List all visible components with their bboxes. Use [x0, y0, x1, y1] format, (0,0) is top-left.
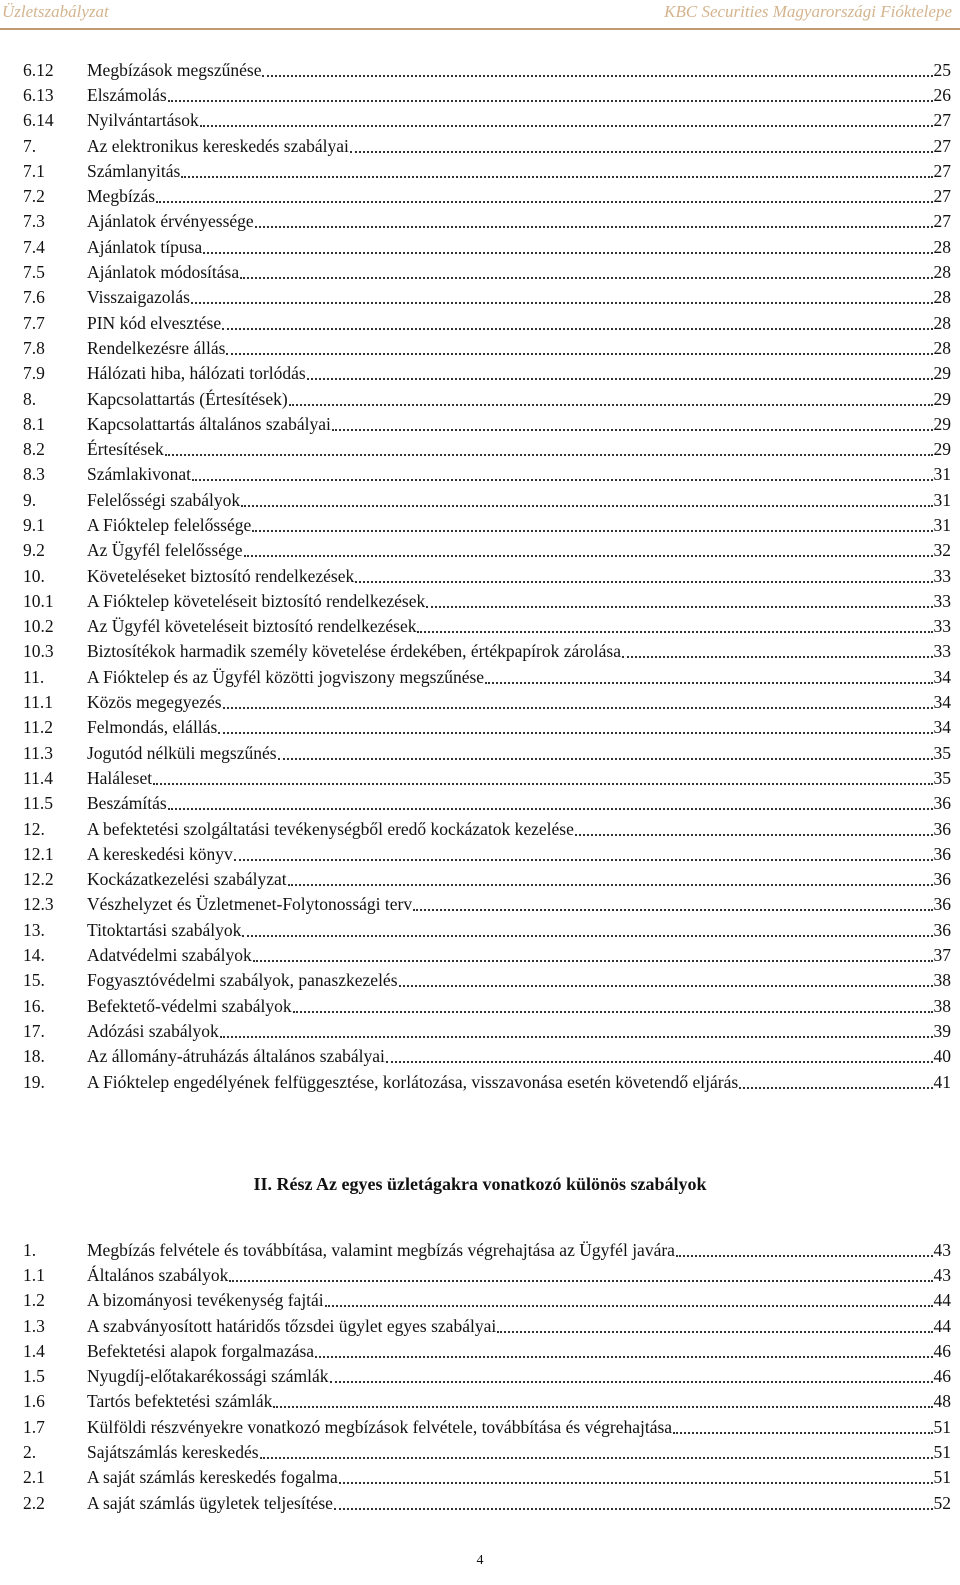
toc-entry-number: 17. [23, 1020, 45, 1041]
dot-leader [339, 1482, 933, 1484]
toc-entry-number: 11.4 [23, 767, 53, 788]
toc-entry-title: A Fióktelep és az Ügyfél közötti jogviszony megszűnése [87, 666, 485, 687]
toc-entry-page: 28 [933, 337, 951, 358]
dot-leader [273, 1406, 932, 1408]
toc-entry[interactable] [23, 1465, 951, 1490]
dot-leader [426, 606, 932, 608]
toc-entry-title: Kapcsolattartás általános szabályai [87, 413, 331, 434]
toc-entry[interactable] [23, 588, 951, 613]
toc-entry[interactable] [23, 436, 951, 461]
toc-entry-page: 33 [933, 616, 951, 637]
toc-entry-number: 2.2 [23, 1492, 45, 1513]
toc-entry-title: Ajánlatok módosítása [87, 262, 240, 283]
toc-entry-page: 29 [933, 413, 951, 434]
toc-entry-number: 1.5 [23, 1366, 45, 1387]
toc-entry-number: 6.13 [23, 84, 54, 105]
toc-entry[interactable] [23, 1439, 951, 1464]
dot-leader [413, 909, 932, 911]
toc-entry-title: Megbízás [87, 186, 156, 207]
dot-leader [165, 454, 933, 456]
toc-entry[interactable] [23, 942, 951, 967]
toc-entry-title: Felelősségi szabályok [87, 489, 241, 510]
dot-leader [222, 328, 932, 330]
table-of-contents [23, 57, 951, 1094]
toc-entry-number: 7.3 [23, 211, 45, 232]
toc-entry-page: 36 [933, 793, 951, 814]
toc-entry-number: 1.1 [23, 1264, 45, 1285]
dot-leader [399, 985, 933, 987]
toc-entry[interactable] [23, 1069, 951, 1094]
part-heading: II. Rész Az egyes üzletágakra vonatkozó különös szabályok [253, 1174, 707, 1194]
toc-entry-page: 51 [933, 1467, 951, 1488]
toc-entry-page: 34 [933, 692, 951, 713]
toc-entry[interactable] [23, 57, 951, 82]
toc-entry-title: A befektetési szolgáltatási tevékenységből eredő kockázatok kezelése [87, 818, 574, 839]
toc-entry[interactable] [23, 259, 951, 284]
toc-entry-page: 39 [933, 1020, 951, 1041]
toc-entry-title: Ajánlatok érvényessége [87, 211, 254, 232]
toc-entry-title: Az Ügyfél követeléseit biztosító rendelkezések [87, 616, 417, 637]
toc-entry-title: Beszámítás [87, 793, 167, 814]
toc-entry[interactable] [23, 740, 951, 765]
toc-entry-title: Titoktartási szabályok [87, 919, 242, 940]
toc-entry-page: 36 [933, 919, 951, 940]
toc-entry-title: Értesítések [87, 439, 164, 460]
dot-leader [315, 1356, 932, 1358]
toc-entry-number: 10.2 [23, 616, 54, 637]
toc-entry[interactable] [23, 791, 951, 816]
toc-entry[interactable] [23, 614, 951, 639]
toc-entry[interactable] [23, 285, 951, 310]
toc-entry-title: Megbízások megszűnése [87, 59, 262, 80]
dot-leader [673, 1432, 932, 1434]
toc-entry-title: Megbízás felvétele és továbbítása, valamint megbízás végrehajtása az Ügyfél javára [87, 1239, 675, 1260]
toc-entry[interactable] [23, 765, 951, 790]
toc-entry-title: Külföldi részvényekre vonatkozó megbízások felvétele, továbbítása és végrehajtása [87, 1416, 673, 1437]
dot-leader [234, 859, 933, 861]
toc-entry-number: 9.2 [23, 540, 45, 561]
toc-entry-title: Vészhelyzet és Üzletmenet-Folytonossági terv [87, 894, 413, 915]
toc-entry-title: Befektető-védelmi szabályok [87, 995, 292, 1016]
toc-entry-page: 27 [933, 186, 951, 207]
toc-entry-number: 1.6 [23, 1391, 45, 1412]
toc-entry-title: Az Ügyfél felelőssége [87, 540, 243, 561]
toc-entry-page: 36 [933, 869, 951, 890]
dot-leader [260, 1457, 933, 1459]
toc-entry-page: 46 [933, 1366, 951, 1387]
toc-entry[interactable] [23, 361, 951, 386]
dot-leader [278, 758, 933, 760]
toc-entry-number: 7.2 [23, 186, 45, 207]
toc-entry-page: 36 [933, 894, 951, 915]
toc-entry-number: 1.2 [23, 1290, 45, 1311]
toc-entry[interactable] [23, 917, 951, 942]
toc-entry-title: Sajátszámlás kereskedés [87, 1442, 259, 1463]
toc-entry[interactable] [23, 335, 951, 360]
toc-entry-number: 11.2 [23, 717, 53, 738]
toc-entry-number: 6.14 [23, 110, 54, 131]
toc-entry-title: A szabványosított határidős tőzsdei ügylet egyes szabályai [87, 1315, 497, 1336]
toc-entry-page: 38 [933, 970, 951, 991]
toc-entry-title: Visszaigazolás [87, 287, 190, 308]
toc-entry-number: 16. [23, 995, 45, 1016]
toc-entry-title: Számlanyitás [87, 160, 181, 181]
dot-leader [288, 884, 933, 886]
toc-entry-title: Haláleset [87, 767, 153, 788]
toc-entry-page: 38 [933, 995, 951, 1016]
page-header [0, 0, 960, 30]
toc-entry[interactable] [23, 664, 951, 689]
toc-entry-number: 7.5 [23, 262, 45, 283]
toc-entry[interactable] [23, 234, 951, 259]
toc-entry[interactable] [23, 816, 951, 841]
dot-leader [497, 1331, 932, 1333]
dot-leader [332, 429, 933, 431]
toc-entry-number: 2.1 [23, 1467, 45, 1488]
toc-entry-page: 31 [933, 489, 951, 510]
toc-entry[interactable] [23, 133, 951, 158]
dot-leader [226, 353, 932, 355]
toc-entry-number: 2. [23, 1442, 37, 1463]
dot-leader [676, 1255, 933, 1257]
toc-entry-page: 44 [933, 1290, 951, 1311]
dot-leader [241, 505, 932, 507]
toc-entry[interactable] [23, 1237, 951, 1262]
toc-entry-title: Nyilvántartások [87, 110, 199, 131]
dot-leader [244, 555, 933, 557]
dot-leader [253, 960, 933, 962]
toc-entry[interactable] [23, 386, 951, 411]
dot-leader [192, 479, 932, 481]
toc-entry-page: 36 [933, 818, 951, 839]
dot-leader [739, 1087, 932, 1089]
dot-leader [325, 1305, 933, 1307]
toc-entry[interactable] [23, 1262, 951, 1287]
dot-leader [330, 1381, 933, 1383]
toc-entry-number: 7.9 [23, 363, 45, 384]
dot-leader [168, 808, 933, 810]
dot-leader [355, 581, 932, 583]
toc-entry-title: Számlakivonat [87, 464, 192, 485]
toc-entry-number: 11. [23, 666, 45, 687]
toc-entry-number: 12. [23, 818, 45, 839]
toc-entry-title: A Fióktelep engedélyének felfüggesztése, korlátozása, visszavonása esetén követendő eljárás [87, 1071, 739, 1092]
dot-leader [229, 1280, 932, 1282]
dot-leader [156, 201, 932, 203]
dot-leader [622, 656, 932, 658]
toc-entry-page: 34 [933, 666, 951, 687]
toc-entry-title: Hálózati hiba, hálózati torlódás [87, 363, 306, 384]
toc-entry-title: Adózási szabályok [87, 1020, 219, 1041]
toc-entry-page: 35 [933, 767, 951, 788]
toc-entry[interactable] [23, 1414, 951, 1439]
dot-leader [307, 378, 933, 380]
toc-entry-number: 15. [23, 970, 45, 991]
toc-entry-page: 48 [933, 1391, 951, 1412]
toc-entry[interactable] [23, 158, 951, 183]
toc-entry-title: Kockázatkezelési szabályzat [87, 869, 287, 890]
toc-entry[interactable] [23, 538, 951, 563]
toc-entry-page: 25 [933, 59, 951, 80]
toc-entry[interactable] [23, 867, 951, 892]
toc-entry-page: 46 [933, 1340, 951, 1361]
dot-leader [485, 682, 932, 684]
table-of-contents-part-2 [23, 1237, 951, 1515]
toc-entry-number: 7.4 [23, 236, 45, 257]
toc-entry[interactable] [23, 487, 951, 512]
toc-entry-title: A Fióktelep felelőssége [87, 514, 252, 535]
toc-entry-number: 10.1 [23, 590, 54, 611]
toc-entry-number: 11.1 [23, 692, 53, 713]
toc-entry-title: Nyugdíj-előtakarékossági számlák [87, 1366, 329, 1387]
toc-entry-number: 7. [23, 135, 37, 156]
toc-entry-number: 11.3 [23, 742, 53, 763]
dot-leader [350, 151, 933, 153]
toc-entry-page: 40 [933, 1046, 951, 1067]
toc-entry[interactable] [23, 108, 951, 133]
toc-entry[interactable] [23, 512, 951, 537]
toc-entry[interactable] [23, 563, 951, 588]
toc-entry-page: 34 [933, 717, 951, 738]
toc-entry-page: 31 [933, 514, 951, 535]
toc-entry-page: 27 [933, 160, 951, 181]
toc-entry[interactable] [23, 209, 951, 234]
toc-entry-number: 7.6 [23, 287, 45, 308]
toc-entry-page: 31 [933, 464, 951, 485]
toc-entry-title: PIN kód elvesztése [87, 312, 222, 333]
toc-entry-title: Rendelkezésre állás [87, 337, 226, 358]
toc-entry[interactable] [23, 841, 951, 866]
toc-entry-title: Követeléseket biztosító rendelkezések [87, 565, 355, 586]
toc-entry[interactable] [23, 968, 951, 993]
toc-entry[interactable] [23, 1338, 951, 1363]
toc-entry-title: Az elektronikus kereskedés szabályai [87, 135, 349, 156]
toc-entry[interactable] [23, 183, 951, 208]
toc-entry-number: 18. [23, 1046, 45, 1067]
toc-entry-number: 12.1 [23, 843, 54, 864]
toc-entry-page: 27 [933, 211, 951, 232]
toc-entry-title: A saját számlás ügyletek teljesítése [87, 1492, 333, 1513]
toc-entry[interactable] [23, 1288, 951, 1313]
toc-entry-number: 12.3 [23, 894, 54, 915]
toc-entry-number: 1.4 [23, 1340, 45, 1361]
toc-entry[interactable] [23, 462, 951, 487]
dot-leader [168, 100, 933, 102]
header-company-name: KBC Securities Magyarországi Fióktelepe [664, 2, 952, 21]
dot-leader [191, 302, 933, 304]
dot-leader [575, 834, 933, 836]
toc-entry-title: Biztosítékok harmadik személy követelése érdekében, értékpapírok zárolása [87, 641, 622, 662]
toc-entry[interactable] [23, 639, 951, 664]
toc-entry-number: 7.8 [23, 337, 45, 358]
toc-entry-page: 41 [933, 1071, 951, 1092]
toc-entry-title: Közös megegyezés [87, 692, 222, 713]
toc-entry-number: 10.3 [23, 641, 54, 662]
toc-entry-title: Adatvédelmi szabályok [87, 945, 252, 966]
toc-entry-page: 51 [933, 1416, 951, 1437]
toc-entry-page: 29 [933, 388, 951, 409]
toc-entry-title: Tartós befektetési számlák [87, 1391, 273, 1412]
dot-leader [242, 935, 932, 937]
toc-entry[interactable] [23, 1018, 951, 1043]
toc-entry[interactable] [23, 1490, 951, 1515]
toc-entry-number: 13. [23, 919, 45, 940]
toc-entry-number: 12.2 [23, 869, 54, 890]
dot-leader [334, 1508, 933, 1510]
dot-leader [240, 277, 932, 279]
dot-leader [293, 1011, 933, 1013]
dot-leader [220, 1036, 933, 1038]
toc-entry-title: Felmondás, elállás [87, 717, 218, 738]
toc-entry-page: 29 [933, 363, 951, 384]
toc-entry-page: 35 [933, 742, 951, 763]
dot-leader [417, 631, 932, 633]
toc-entry-title: Általános szabályok [87, 1264, 229, 1285]
toc-entry-number: 14. [23, 945, 45, 966]
toc-entry[interactable] [23, 1363, 951, 1388]
toc-entry-page: 33 [933, 590, 951, 611]
toc-entry-number: 8.2 [23, 439, 45, 460]
toc-entry-number: 19. [23, 1071, 45, 1092]
toc-entry-page: 28 [933, 236, 951, 257]
toc-entry-number: 10. [23, 565, 45, 586]
dot-leader [262, 75, 932, 77]
toc-entry-number: 8. [23, 388, 37, 409]
toc-entry[interactable] [23, 1313, 951, 1338]
dot-leader [200, 125, 933, 127]
toc-entry[interactable] [23, 310, 951, 335]
toc-entry-number: 11.5 [23, 793, 53, 814]
toc-entry-page: 26 [933, 84, 951, 105]
toc-entry-title: A saját számlás kereskedés fogalma [87, 1467, 338, 1488]
toc-entry-page: 43 [933, 1239, 951, 1260]
toc-entry-number: 9. [23, 489, 37, 510]
toc-entry-number: 1.3 [23, 1315, 45, 1336]
toc-entry-page: 44 [933, 1315, 951, 1336]
toc-entry[interactable] [23, 411, 951, 436]
dot-leader [223, 707, 933, 709]
toc-entry[interactable] [23, 1389, 951, 1414]
toc-entry-page: 28 [933, 262, 951, 283]
toc-entry-number: 7.1 [23, 160, 45, 181]
toc-entry-page: 29 [933, 439, 951, 460]
toc-entry-number: 8.1 [23, 413, 45, 434]
toc-entry-page: 27 [933, 110, 951, 131]
dot-leader [252, 530, 932, 532]
toc-entry-page: 36 [933, 843, 951, 864]
toc-entry-number: 7.7 [23, 312, 45, 333]
toc-entry-page: 52 [933, 1492, 951, 1513]
dot-leader [203, 252, 932, 254]
toc-entry[interactable] [23, 715, 951, 740]
toc-entry-page: 27 [933, 135, 951, 156]
toc-entry-page: 43 [933, 1264, 951, 1285]
toc-entry[interactable] [23, 993, 951, 1018]
toc-entry-page: 28 [933, 287, 951, 308]
toc-entry-title: A bizományosi tevékenység fajtái [87, 1290, 324, 1311]
toc-entry-title: Fogyasztóvédelmi szabályok, panaszkezelés [87, 970, 398, 991]
toc-entry-number: 6.12 [23, 59, 54, 80]
dot-leader [386, 1061, 933, 1063]
toc-entry-title: Elszámolás [87, 84, 167, 105]
toc-entry-page: 33 [933, 641, 951, 662]
toc-entry-number: 1.7 [23, 1416, 45, 1437]
toc-entry-title: A kereskedési könyv [87, 843, 233, 864]
toc-entry[interactable] [23, 892, 951, 917]
dot-leader [289, 404, 933, 406]
dot-leader [153, 783, 932, 785]
dot-leader [218, 732, 932, 734]
dot-leader [181, 176, 932, 178]
toc-entry-title: Kapcsolattartás (Értesítések) [87, 388, 288, 409]
toc-entry[interactable] [23, 1044, 951, 1069]
header-document-title: Üzletszabályzat [2, 2, 109, 21]
toc-entry[interactable] [23, 689, 951, 714]
toc-entry-page: 51 [933, 1442, 951, 1463]
toc-entry-page: 33 [933, 565, 951, 586]
page-number: 4 [476, 1553, 484, 1568]
toc-entry-number: 9.1 [23, 514, 45, 535]
toc-entry-title: Az állomány-átruházás általános szabályai [87, 1046, 385, 1067]
toc-entry-title: A Fióktelep követeléseit biztosító rendelkezések [87, 590, 426, 611]
toc-entry-number: 8.3 [23, 464, 45, 485]
toc-entry-page: 28 [933, 312, 951, 333]
toc-entry-title: Ajánlatok típusa [87, 236, 203, 257]
toc-entry[interactable] [23, 82, 951, 107]
toc-entry-title: Befektetési alapok forgalmazása [87, 1340, 315, 1361]
toc-entry-number: 1. [23, 1239, 37, 1260]
toc-entry-title: Jogutód nélküli megszűnés [87, 742, 277, 763]
toc-entry-page: 37 [933, 945, 951, 966]
dot-leader [255, 226, 933, 228]
toc-entry-page: 32 [933, 540, 951, 561]
